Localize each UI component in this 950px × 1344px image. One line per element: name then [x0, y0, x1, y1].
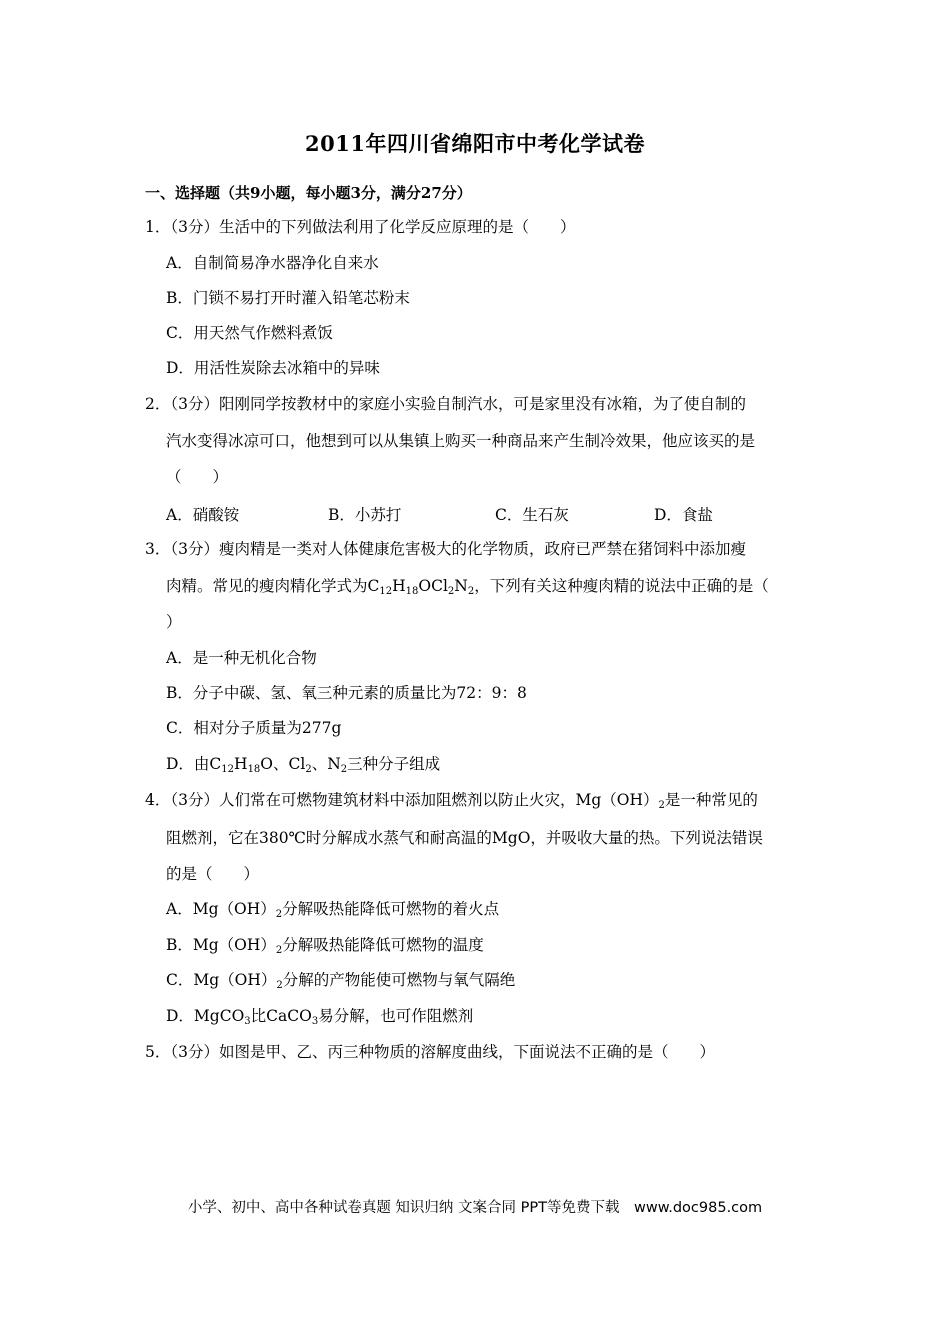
question-4-option-b: B．$Mg(OH)_2$分解吸热能降低可燃物的温度 [166, 936, 484, 956]
footer-download-note: 小学、初中、高中各种试卷真题 知识归纳 文案合同 PPT等免费下载 www.doc985.com [187, 1200, 763, 1216]
question-2-options [166, 503, 806, 523]
question-5-stem: 5．（3分）如图是甲、乙、丙三种物质的溶解度曲线，下面说法不正确的是（ ） [145, 1043, 715, 1061]
question-1-option-b: B．门锁不易打开时灌入铅笔芯粉末 [166, 289, 410, 307]
question-2-option-b: B．小苏打 [328, 506, 402, 524]
question-3-stem-line-1: 3．（3分）瘦肉精是一类对人体健康危害极大的化学物质，政府已严禁在猪饲料中添加瘦 [145, 540, 746, 558]
question-2-option-c: C．生石灰 [495, 506, 569, 524]
question-4-option-a: A．$Mg(OH)_2$分解吸热能降低可燃物的着火点 [166, 900, 500, 920]
page-title: 2011年四川省绵阳市中考化学试卷 [305, 131, 645, 156]
question-4-stem-line-2: 阻燃剂，它在380℃时分解成水蒸气和耐高温的MgO，并吸收大量的热。下列说法错误 [166, 829, 763, 847]
question-3-stem-line-2: 肉精。常见的瘦肉精化学式为$C_{12}H_{18}OCl_2N_2$，下列有关这种瘦肉精的说法中正确的是（ [166, 577, 769, 597]
question-2-option-a: A．硝酸铵 [166, 506, 240, 524]
question-1-option-c: C．用天然气作燃料煮饭 [166, 324, 333, 342]
question-4-option-c: C．$Mg(OH)_2$分解的产物能使可燃物与氧气隔绝 [166, 971, 516, 991]
question-2-option-d: D．食盐 [654, 506, 713, 524]
question-4-option-d: D．MgCO$_3$比CaCO$_3$易分解，也可作阻燃剂 [166, 1007, 474, 1027]
question-3-option-c: C．相对分子质量为277g [166, 719, 342, 737]
question-3-stem-line-3: ） [166, 613, 182, 631]
question-2-stem-line-2: 汽水变得冰凉可口，他想到可以从集镇上购买一种商品来产生制冷效果，他应该买的是 [166, 432, 756, 450]
question-2-stem-line-3: （ ） [166, 468, 229, 486]
question-3-option-b: B．分子中碳、氢、氧三种元素的质量比为72：9：8 [166, 684, 527, 702]
question-3-option-a: A．是一种无机化合物 [166, 649, 317, 667]
question-2-stem-line-1: 2．（3分）阳刚同学按教材中的家庭小实验自制汽水，可是家里没有冰箱，为了使自制的 [145, 395, 746, 413]
question-1-option-a: A．自制简易净水器净化自来水 [166, 254, 379, 272]
question-3-option-d: D．由$C_{12}H_{18}O$、$Cl_2$、$N_2$三种分子组成 [166, 755, 441, 775]
question-1-stem: 1．（3分）生活中的下列做法利用了化学反应原理的是（ ） [145, 218, 576, 236]
question-4-stem-line-3: 的是（ ） [166, 865, 260, 883]
question-4-stem-line-1: 4．（3分）人们常在可燃物建筑材料中添加阻燃剂以防止火灾，$Mg(OH)_2$是一种常见的 [145, 791, 758, 811]
section-heading: 一、选择题（共9小题，每小题3分，满分27分） [145, 184, 472, 202]
question-1-option-d: D．用活性炭除去冰箱中的异味 [166, 359, 380, 377]
